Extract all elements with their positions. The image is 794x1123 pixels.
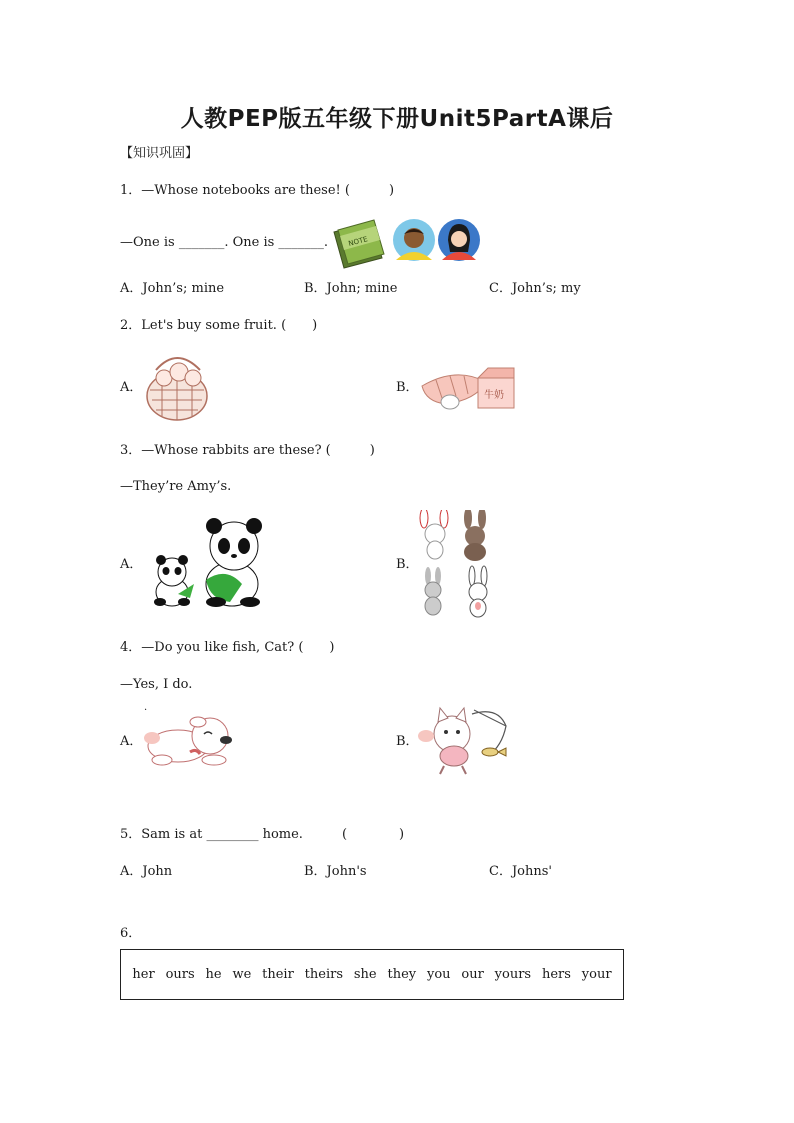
boy-avatar [393,219,435,261]
word-bank-item: they [387,967,417,982]
word-bank-item: yours [494,967,532,982]
q1-option-a: A．John’s; mine [120,281,225,296]
rabbits-image [418,510,498,622]
q4-stem: 4．—Do you like fish, Cat? ( ) [120,640,335,655]
q3-option-a: A． [120,557,143,572]
word-bank-item: you [426,967,451,982]
notebooks-image [334,220,384,268]
q2-option-a: A． [120,380,143,395]
q3-answer-line: —They’re Amy’s. [120,479,232,494]
q1-option-c: C．John’s; my [489,281,581,296]
svg-text:牛奶: 牛奶 [484,390,504,401]
q5-stem: 5．Sam is at ________ home. ( ) [120,827,405,842]
q3-option-b: B． [396,557,419,572]
word-bank-item: he [205,967,222,982]
q1-answer-line: —One is _______. One is _______. [120,235,329,250]
page-title: 人教PEP版五年级下册Unit5PartA课后 [180,106,614,132]
word-bank-item: hers [541,967,571,982]
word-bank-item: theirs [304,967,344,982]
word-bank-item: she [353,967,377,982]
q4-answer-line: —Yes, I do. [120,677,193,692]
q2-option-b: B． [396,380,419,395]
word-bank-item: ours [165,967,195,982]
q6-word-bank [120,949,624,1000]
bread-milk-image [416,364,520,412]
q3-stem: 3．—Whose rabbits are these? ( ) [120,443,375,458]
word-bank-item: our [461,967,484,982]
word-bank-item: your [581,967,612,982]
pandas-image [150,518,274,610]
q1-option-b: B．John; mine [304,281,398,296]
q4-dot: . [144,702,148,713]
fruit-basket-image [142,350,212,424]
q1-stem: 1．—Whose notebooks are these! ( ) [120,183,395,198]
q2-stem: 2．Let's buy some fruit. ( ) [120,318,318,333]
word-bank-item: her [132,967,155,982]
section-heading: 【知识巩固】 [120,146,199,161]
q1-illustration [330,218,482,270]
cat-fishing-image [418,706,512,776]
svg-text:NOTE: NOTE [347,235,369,248]
q6-number: 6． [120,926,142,941]
word-bank-item: we [232,967,252,982]
word-bank-item: their [262,967,294,982]
q4-option-b: B． [396,734,419,749]
q5-option-b: B．John's [304,864,367,879]
dog-image [142,708,238,770]
q5-option-a: A．John [120,864,173,879]
q4-option-a: A． [120,734,143,749]
q5-option-c: C．Johns' [489,864,552,879]
girl-avatar [438,219,480,261]
